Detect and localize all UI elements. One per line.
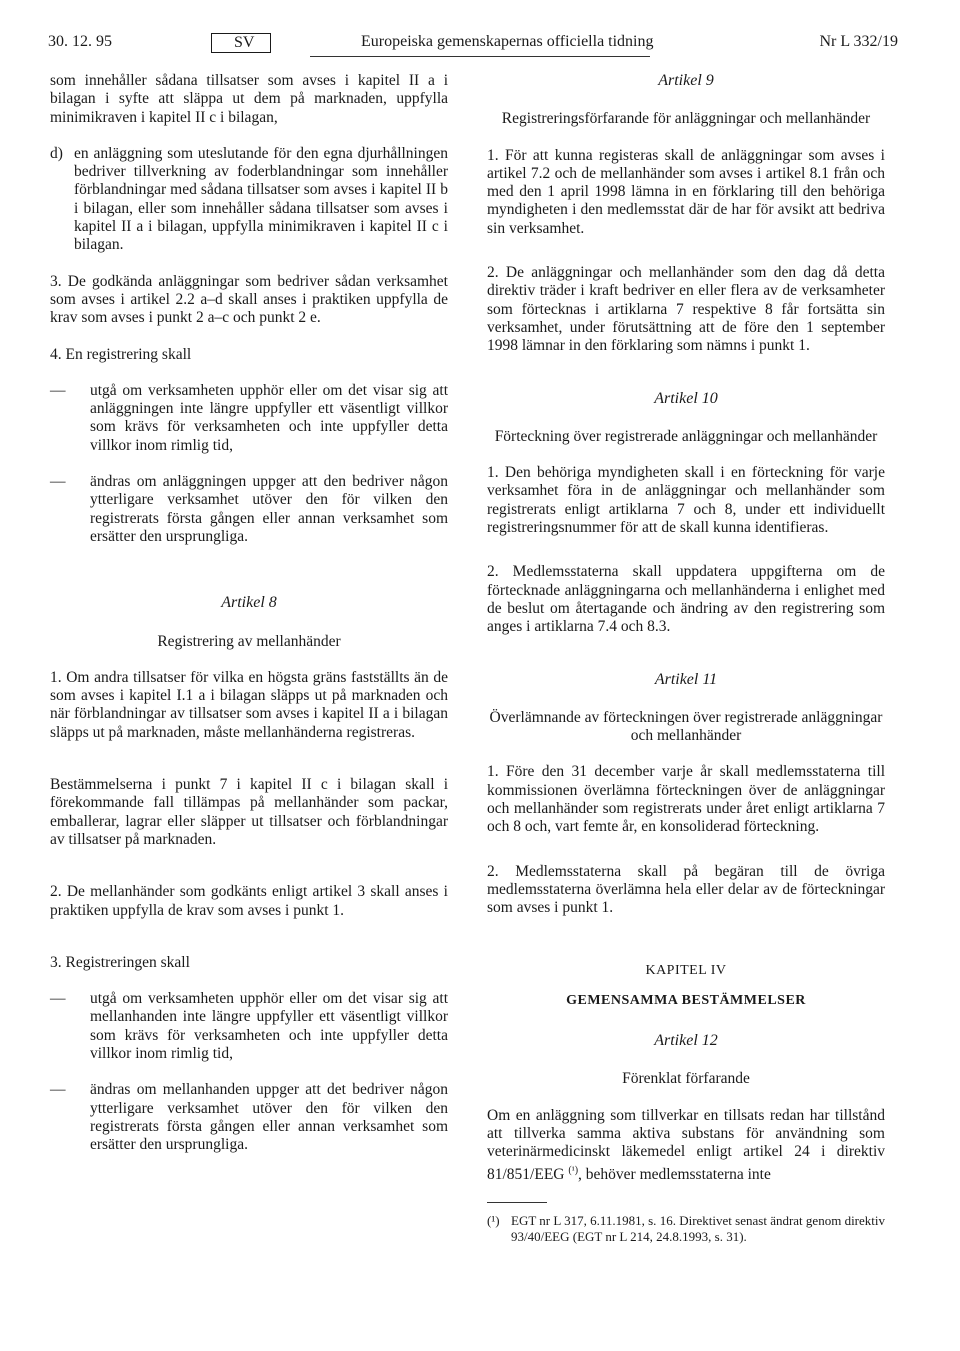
article-10-title: Förteckning över registrerade anläggningar och mellanhänder (494, 427, 878, 445)
dash-text: ändras om mellanhanden uppger att det bedriver någon ytterligare verksamhet utöver den för vilken den registrerats första gången eller annan verksamhet som ersätter den ursprungliga. (90, 1081, 448, 1154)
art12-text-a: Om en anläggning som tillverkar en tillsats redan har tillstånd att tillverka samma aktiva substans för användning som veterinärmedicinskt läkemedel enligt artikel 24 i direktiv 81/851/EEG (487, 1106, 885, 1183)
art8-paragraph-2: 2. De mellanhänder som godkänts enligt artikel 3 skall anses i praktiken uppfylla de krav som avses i punkt 1. (50, 883, 448, 919)
footnote-marker: (¹) (487, 1213, 500, 1229)
list-item-d (50, 145, 448, 255)
article-9-heading: Artikel 9 (658, 72, 714, 89)
art10-paragraph-2: 2. Medlemsstaterna skall uppdatera uppgifterna om de förtecknade anläggningarna och mellanhänderna i enlighet med de beslut om återtagande och ändring av den registrering som anges i artiklarna 7.4 och 8.3. (487, 563, 885, 636)
page-header (48, 33, 898, 55)
dash-item (50, 382, 448, 455)
journal-title: Europeiska gemenskapernas officiella tidning (361, 33, 654, 50)
list-text: en anläggning som uteslutande för den egna djurhållningen bedriver tillverkning av foderblandningar som innehåller förblandningar med sådana tillsatser som avses i kapitel II b i bilagan, eller som innehåller sådana tillsatser som avses i kapitel II a i bilagan, uppfylla minimikraven i kapitel II c i bilagan. (74, 144, 448, 254)
art8-paragraph-1: 1. Om andra tillsatser för vilka en högsta gräns fastställts än de som avses i kapitel I.1 a i bilagan släpps ut på marknaden och när förblandningar av tillsatser som avses i kapitel II a i bilagan släpps ut på marknaden, måste mellanhänderna registreras. (50, 668, 448, 741)
article-12-heading: Artikel 12 (654, 1032, 718, 1050)
page-reference: Nr L 332/19 (819, 33, 898, 50)
footnote-reference[interactable]: (¹) (568, 1164, 579, 1176)
dash-item (50, 473, 448, 546)
art9-paragraph-2: 2. De anläggningar och mellanhänder som den dag då detta direktiv träder i kraft bedriver en eller flera av de verksamheter som förtecknas i artiklarna 7 respektive 8 får fortsätta sin verksamhet, under förutsättning att de före den 1 september 1998 lämnar in den förklaring som nämns i punkt 1. (487, 264, 885, 355)
dash-item (50, 1081, 448, 1154)
article-11-title: Överlämnande av förteckningen över registrerade anläggningar och mellanhänder (489, 708, 883, 745)
paragraph-3: 3. De godkända anläggningar som bedriver sådan verksamhet som avses i artikel 2.2 a–d skall anses i praktiken uppfylla de krav som avses i punkt 2 a–c och punkt 2 e. (50, 272, 448, 327)
dash-item (50, 990, 448, 1063)
list-marker: d) (50, 144, 63, 162)
dash-text: utgå om verksamheten upphör eller om det visar sig att anläggningen inte längre uppfyller ett väsentligt villkor som krävs för verksamheten och inte uppfyller detta villkor inom rimlig tid, (90, 381, 448, 454)
art10-paragraph-1: 1. Den behöriga myndigheten skall i en förteckning för varje verksamhet föra in de anläggningar och mellanhänder som registrerats enligt artiklarna 7 och 8, under ett individuellt registreringsnummer för att de skall kunna identifieras. (487, 464, 885, 537)
dash-marker: — (50, 473, 66, 491)
art12-paragraph-1 (487, 1107, 885, 1184)
right-column (487, 72, 885, 1245)
article-12-title: Förenklat förfarande (622, 1070, 750, 1088)
dash-text: ändras om anläggningen uppger att den bedriver någon ytterligare verksamhet utöver den för vilken den registrerats första gången eller annan verksamhet som ersätter den ursprungliga. (90, 473, 448, 545)
header-date: 30. 12. 95 (48, 33, 112, 50)
article-8-heading: Artikel 8 (221, 594, 277, 612)
language-badge: SV (211, 33, 271, 53)
art8-paragraph-1b: Bestämmelserna i punkt 7 i kapitel II c i bilagan skall i förekommande fall tillämpas på mellanhänder som packar, emballerar, lagrar eller släpper ut tillsatser och förblandningar av tillsatser på marknaden. (50, 776, 448, 848)
article-11-heading: Artikel 11 (654, 670, 718, 688)
dash-marker: — (50, 990, 66, 1008)
header-rule (310, 56, 650, 57)
footnote-text: EGT nr L 317, 6.11.1981, s. 16. Direktivet senast ändrat genom direktiv 93/40/EEG (EGT nr L 214, 24.8.1993, s. 31). (511, 1213, 885, 1245)
dash-marker: — (50, 381, 66, 399)
chapter-title: GEMENSAMMA BESTÄMMELSER (566, 992, 806, 1008)
paragraph-4: 4. En registrering skall (50, 345, 192, 363)
dash-marker: — (50, 1081, 66, 1099)
article-10-heading: Artikel 10 (654, 389, 718, 407)
art11-paragraph-1: 1. Före den 31 december varje år skall medlemsstaterna till kommissionen överlämna förteckningen över de anläggningar och mellanhänder som registrerats under året enligt artiklarna 7 och 8 och, vart femte år, en konsoliderad förteckning. (487, 763, 885, 836)
art12-text-b: , behöver medlemsstaterna inte (578, 1165, 771, 1183)
footnote-rule (487, 1202, 547, 1203)
footnote (487, 1213, 885, 1245)
art11-paragraph-2: 2. Medlemsstaterna skall på begäran till de övriga medlemsstaterna överlämna hela eller delar av de förteckningar som avses i punkt 1. (487, 862, 885, 917)
article-9-title: Registreringsförfarande för anläggningar och mellanhänder (501, 110, 871, 128)
left-column (50, 72, 448, 1172)
art9-paragraph-1: 1. För att kunna registeras skall de anläggningar som avses i artikel 7.2 och de mellanhänder som avses i artikel 8.1 från och med den 1 april 1998 lämna in en förklaring till den behöriga myndigheten i den medlemsstat där de har för avsikt att bedriva sin verksamhet. (487, 146, 885, 237)
article-8-title: Registrering av mellanhänder (157, 632, 341, 650)
dash-text: utgå om verksamheten upphör eller om det visar sig att mellanhanden inte längre uppfyller ett väsentligt villkor som krävs för verksamheten och inte uppfyller detta villkor inom rimlig tid, (90, 990, 448, 1062)
art8-paragraph-3: 3. Registreringen skall (50, 953, 190, 971)
chapter-heading: KAPITEL IV (645, 962, 727, 978)
intro-paragraph: som innehåller sådana tillsatser som avses i kapitel II a i bilagan i syfte att släppa ut dem på marknaden, uppfylla minimikraven i kapitel II c i bilagan, (50, 72, 448, 126)
spacer (487, 936, 885, 962)
